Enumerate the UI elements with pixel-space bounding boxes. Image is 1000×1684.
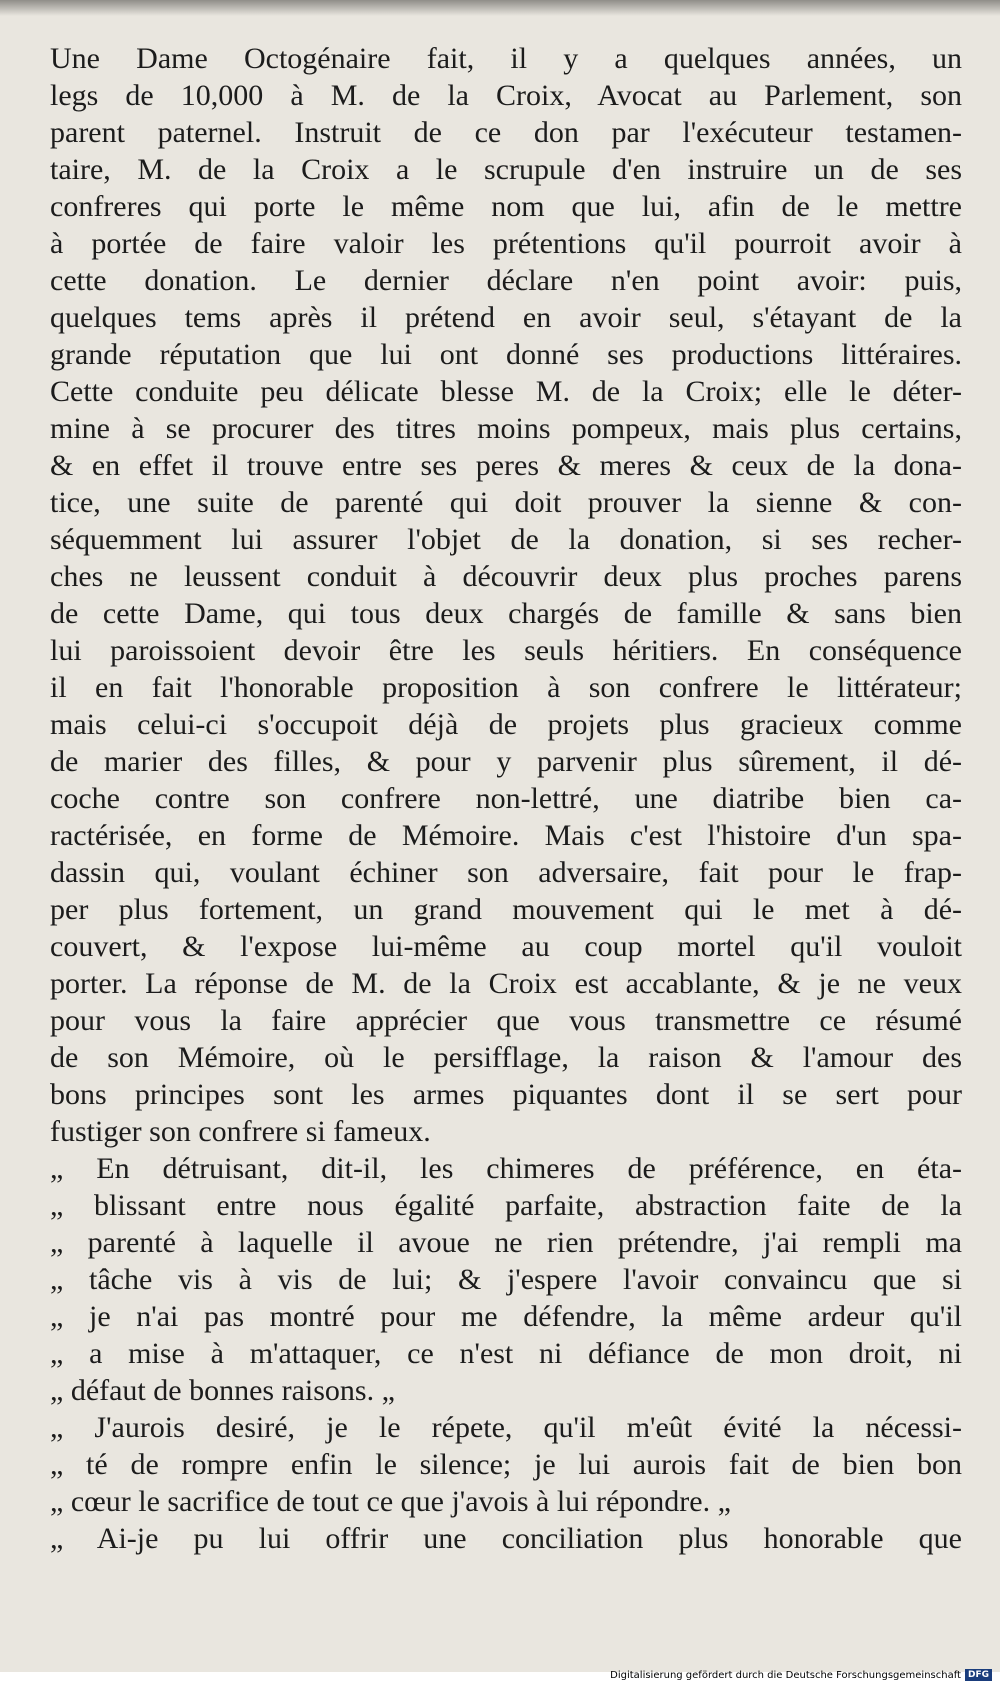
digitization-credit (610, 1668, 992, 1682)
page-top-edge (0, 0, 1000, 16)
text-line: dassin qui, voulant échiner son adversaire, fait pour le frap- (50, 856, 962, 889)
quote-line: „ je n'ai pas montré pour me défendre, la même ardeur qu'il (50, 1300, 962, 1333)
text-line: quelques tems après il prétend en avoir seul, s'étayant de la (50, 301, 962, 334)
text-line: taire, M. de la Croix a le scrupule d'en instruire un de ses (50, 153, 962, 186)
text-line: Cette conduite peu délicate blesse M. de la Croix; elle le déter- (50, 375, 962, 408)
text-line: porter. La réponse de M. de la Croix est accablante, & je ne veux (50, 967, 962, 1000)
body-text (50, 40, 962, 1557)
text-line: Une Dame Octogénaire fait, il y a quelques années, un (50, 42, 962, 75)
text-line: legs de 10,000 à M. de la Croix, Avocat au Parlement, son (50, 79, 962, 112)
quote-line: „ J'aurois desiré, je le répete, qu'il m'eût évité la nécessi- (50, 1411, 962, 1444)
dfg-logo-icon: DFG (965, 1669, 992, 1681)
text-line: mine à se procurer des titres moins pompeux, mais plus certains, (50, 412, 962, 445)
text-line: pour vous la faire apprécier que vous transmettre ce résumé (50, 1004, 962, 1037)
text-line: confreres qui porte le même nom que lui, afin de le mettre (50, 190, 962, 223)
text-line: il en fait l'honorable proposition à son confrere le littérateur; (50, 671, 962, 704)
text-line: à portée de faire valoir les prétentions qu'il pourroit avoir à (50, 227, 962, 260)
text-line: tice, une suite de parenté qui doit prouver la sienne & con- (50, 486, 962, 519)
quote-line: „ a mise à m'attaquer, ce n'est ni défiance de mon droit, ni (50, 1337, 962, 1370)
quote-line: „ parenté à laquelle il avoue ne rien prétendre, j'ai rempli ma (50, 1226, 962, 1259)
credit-text: Digitalisierung gefördert durch die Deutsche Forschungsgemeinschaft (610, 1669, 961, 1681)
text-line: de son Mémoire, où le persifflage, la raison & l'amour des (50, 1041, 962, 1074)
text-line: & en effet il trouve entre ses peres & meres & ceux de la dona- (50, 449, 962, 482)
text-line: ractérisée, en forme de Mémoire. Mais c'est l'histoire d'un spa- (50, 819, 962, 852)
text-line: bons principes sont les armes piquantes dont il se sert pour (50, 1078, 962, 1111)
text-line: mais celui-ci s'occupoit déjà de projets plus gracieux comme (50, 708, 962, 741)
text-line: de marier des filles, & pour y parvenir plus sûrement, il dé- (50, 745, 962, 778)
text-line: per plus fortement, un grand mouvement qui le met à dé- (50, 893, 962, 926)
quote-line: „ cœur le sacrifice de tout ce que j'avois à lui répondre. „ (50, 1485, 731, 1518)
text-line: couvert, & l'expose lui-même au coup mortel qu'il vouloit (50, 930, 962, 963)
text-line: lui paroissoient devoir être les seuls héritiers. En conséquence (50, 634, 962, 667)
text-line: séquemment lui assurer l'objet de la donation, si ses recher- (50, 523, 962, 556)
quote-line: „ tâche vis à vis de lui; & j'espere l'avoir convaincu que si (50, 1263, 962, 1296)
quote-line: „ té de rompre enfin le silence; je lui aurois fait de bien bon (50, 1448, 962, 1481)
quote-line: „ défaut de bonnes raisons. „ (50, 1374, 395, 1407)
text-line: coche contre son confrere non-lettré, une diatribe bien ca- (50, 782, 962, 815)
text-line: parent paternel. Instruit de ce don par l'exécuteur testamen- (50, 116, 962, 149)
quote-line: „ Ai-je pu lui offrir une conciliation plus honorable que (50, 1522, 962, 1555)
text-line: cette donation. Le dernier déclare n'en point avoir: puis, (50, 264, 962, 297)
text-line: grande réputation que lui ont donné ses productions littéraires. (50, 338, 962, 371)
quote-line: „ En détruisant, dit-il, les chimeres de préférence, en éta- (50, 1152, 962, 1185)
text-line: ches ne leussent conduit à découvrir deux plus proches parens (50, 560, 962, 593)
text-line: fustiger son confrere si fameux. (50, 1115, 431, 1148)
text-line: de cette Dame, qui tous deux chargés de famille & sans bien (50, 597, 962, 630)
quote-line: „ blissant entre nous égalité parfaite, abstraction faite de la (50, 1189, 962, 1222)
